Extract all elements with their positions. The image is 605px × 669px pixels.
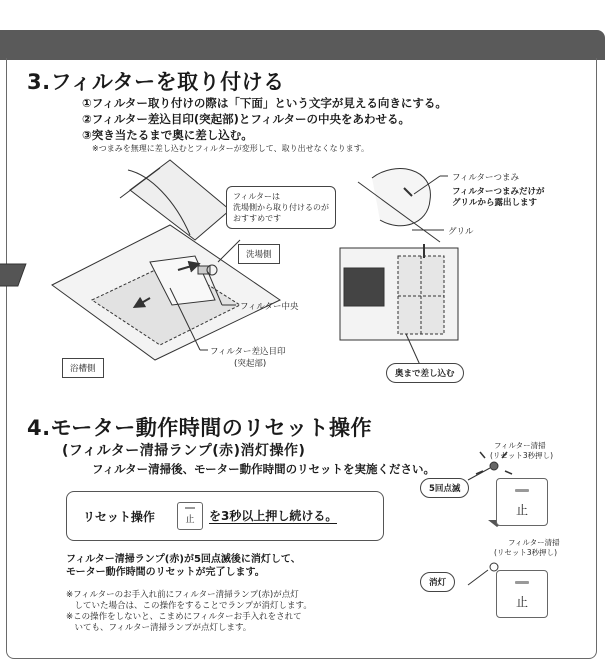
reset-operation-box [66,491,384,541]
panel-top-lamp [515,489,529,492]
grill-label: グリル [448,227,474,237]
top-lamp-label-1: フィルター清掃 [494,441,546,450]
panel-bottom-stop-button [496,570,548,618]
result-line-1: フィルター清掃ランプ(赤)が5回点滅後に消灯して、 [66,554,301,565]
filter-mark-sub-label: (突起部) [234,359,267,369]
bottom-lamp-label-1: フィルター清掃 [508,538,560,547]
stop-glyph: 止 [185,515,195,525]
note-line-1: ※フィルターのお手入れ前にフィルター清掃ランプ(赤)が点灯 [66,590,299,600]
result-line-2: モーター動作時間のリセットが完了します。 [66,567,265,578]
reset-instruction [209,507,337,524]
stop-button-illustration [177,502,203,530]
note-line-4: いても、フィルター清掃ランプが点灯します。 [66,623,252,633]
panel-bottom-stop-glyph: 止 [515,595,528,609]
section-4-intro: フィルター清掃後、モーター動作時間のリセットを実施ください。 [92,462,436,476]
filter-knob-label: フィルターつまみ [452,173,519,183]
tip-callout [226,186,336,229]
step-3: ③突き当たるまで奥に差し込む。 [82,128,253,142]
step-2: ②フィルター差込目印(突起部)とフィルターの中央をあわせる。 [82,112,410,126]
blink-state-label: 5回点滅 [420,478,469,498]
tip-line-1: フィルターは [233,192,281,201]
right-diagram [340,169,458,365]
section-4-title: 4.モーター動作時間のリセット操作 [27,416,373,440]
washing-side-label: 洗場側 [238,244,280,264]
top-lamp-label-2: (リセット3秒押し) [490,451,554,460]
section-3-note: ※つまみを無理に差し込むとフィルターが変形して、取り出せなくなります。 [92,144,369,153]
step-1: ①フィルター取り付けの際は「下面」という文字が見える向きにする。 [82,96,447,110]
panel-top-stop-glyph: 止 [515,503,528,517]
tip-line-3: おすすめです [233,214,282,223]
section-3-title: 3.フィルターを取り付ける [27,70,285,94]
tip-line-2: 洗場側から取り付けるのが [233,203,329,212]
section-4-subtitle: (フィルター清掃ランプ(赤)消灯操作) [62,443,306,459]
note-line-2: していた場合は、この操作をすることでランプが消灯します。 [66,601,312,611]
knob-note-1: フィルターつまみだけが [452,187,545,197]
filter-center-label: フィルター中央 [240,302,299,312]
filter-mark-label: フィルター差込目印 [210,347,286,357]
note-line-3: ※この操作をしないと、こまめにフィルターお手入れをされて [66,612,302,622]
reset-instruction-text: を3秒以上押し続ける。 [209,509,338,523]
reset-operation-label: リセット操作 [83,510,155,524]
off-state-label: 消灯 [420,572,455,592]
insert-deep-label: 奥まで差し込む [386,363,464,383]
panel-bottom-lamp [515,581,529,584]
bottom-lamp-label-2: (リセット3秒押し) [494,548,558,557]
lamp-bar [185,507,195,509]
panel-top-stop-button [496,478,548,526]
knob-note-2: グリルから露出します [452,198,538,208]
bathtub-side-label: 浴槽側 [62,358,104,378]
